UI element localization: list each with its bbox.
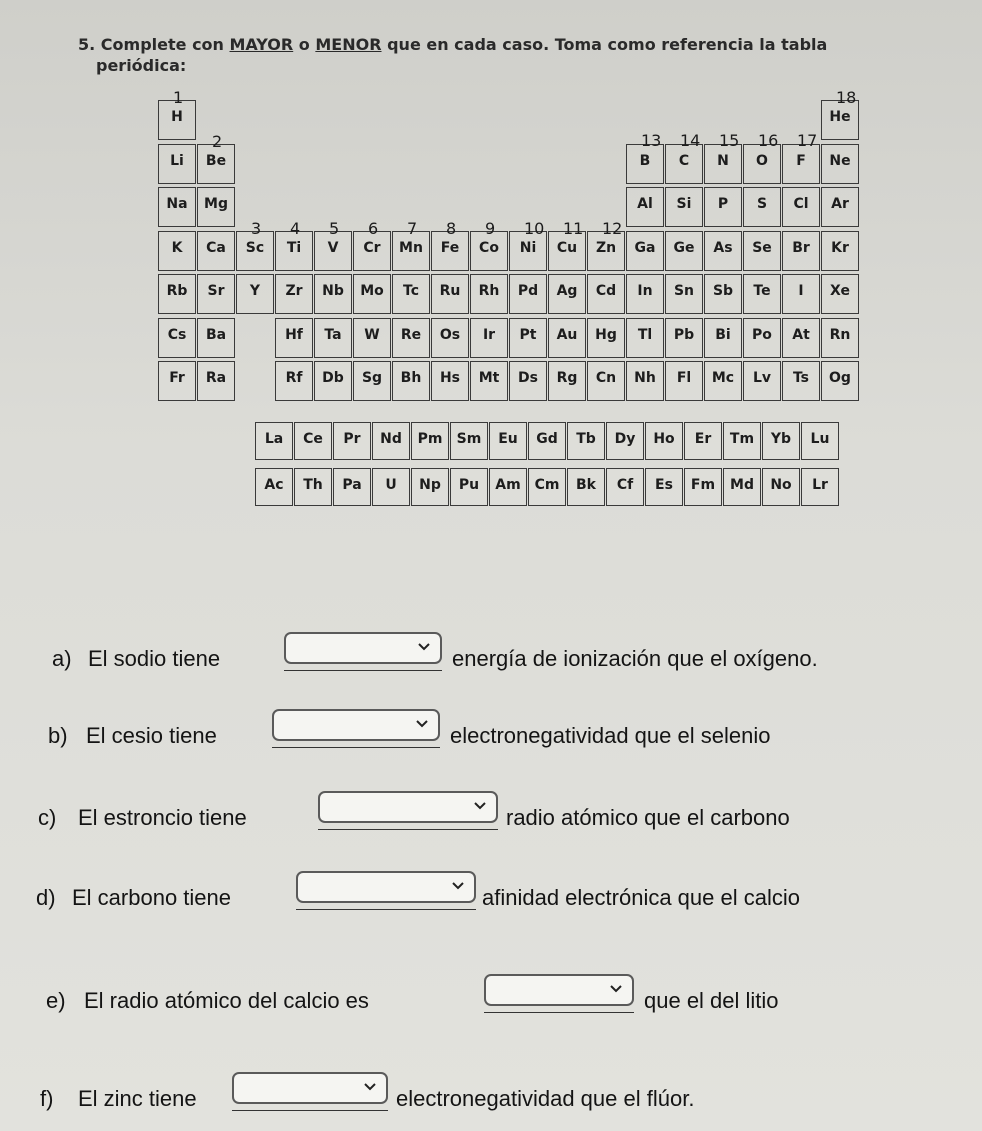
element-cell-s — [743, 187, 781, 227]
element-cell-nb — [314, 274, 352, 314]
element-symbol: Tl — [637, 326, 653, 343]
question-label: e) — [46, 988, 66, 1013]
element-cell-gd — [528, 422, 566, 460]
element-symbol: Hf — [285, 326, 303, 343]
element-cell-sr — [197, 274, 235, 314]
element-symbol: S — [756, 196, 768, 212]
element-symbol: C — [678, 152, 690, 169]
element-symbol: Li — [170, 152, 184, 169]
element-symbol: Ru — [439, 283, 461, 299]
element-symbol: Gd — [536, 431, 558, 447]
element-cell-tl — [626, 318, 664, 358]
element-cell-ca — [197, 231, 235, 271]
element-symbol: Lu — [810, 431, 830, 447]
element-cell-nh — [626, 361, 664, 401]
answer-dropdown[interactable] — [484, 974, 634, 1006]
periodic-table — [0, 0, 982, 560]
instructions-text: Complete con — [100, 35, 230, 54]
group-number: 3 — [251, 219, 262, 238]
element-symbol: Ni — [519, 239, 537, 256]
element-symbol: Mo — [360, 283, 384, 299]
chevron-down-icon — [452, 877, 464, 893]
element-cell-re — [392, 318, 430, 358]
question-text-after: electronegatividad que el flúor. — [396, 1086, 695, 1111]
element-cell-ge — [665, 231, 703, 271]
group-number: 15 — [719, 131, 740, 150]
group-number: 2 — [212, 132, 223, 151]
answer-dropdown[interactable] — [318, 791, 498, 823]
element-symbol: Cn — [595, 370, 617, 386]
question-text-before: El zinc tiene — [78, 1086, 197, 1111]
question-label: a) — [52, 646, 72, 671]
element-cell-ho — [645, 422, 683, 460]
question-row — [0, 1086, 982, 1118]
element-symbol: F — [796, 152, 806, 169]
answer-dropdown[interactable] — [284, 632, 442, 664]
word-menor: MENOR — [315, 35, 382, 54]
element-cell-ga — [626, 231, 664, 271]
element-cell-og — [821, 361, 859, 401]
element-cell-fr — [158, 361, 196, 401]
element-symbol: Sg — [361, 370, 383, 386]
element-cell-ce — [294, 422, 332, 460]
element-symbol: H — [171, 109, 183, 125]
element-cell-hs — [431, 361, 469, 401]
element-symbol: Au — [556, 326, 578, 343]
element-cell-pm — [411, 422, 449, 460]
question-text-after: que el del litio — [644, 988, 779, 1013]
element-symbol: Se — [752, 239, 772, 256]
group-number: 1 — [173, 88, 184, 107]
element-symbol: Eu — [498, 431, 518, 447]
element-symbol: At — [792, 326, 810, 343]
group-number: 6 — [368, 219, 379, 238]
element-cell-rh — [470, 274, 508, 314]
element-cell-ba — [197, 318, 235, 358]
element-symbol: Te — [753, 283, 771, 299]
group-number: 8 — [446, 219, 457, 238]
group-number: 7 — [407, 219, 418, 238]
element-symbol: V — [327, 239, 339, 256]
element-cell-lu — [801, 422, 839, 460]
element-cell-cf — [606, 468, 644, 506]
element-cell-sg — [353, 361, 391, 401]
element-symbol: Sr — [207, 283, 225, 299]
question-row — [0, 885, 982, 917]
element-symbol: Rn — [829, 326, 851, 343]
element-symbol: Ds — [518, 370, 538, 386]
element-cell-mo — [353, 274, 391, 314]
element-symbol: Th — [303, 477, 323, 493]
element-symbol: Y — [249, 283, 261, 299]
question-row — [0, 723, 982, 755]
answer-underline — [272, 747, 440, 748]
element-cell-br — [782, 231, 820, 271]
element-cell-bi — [704, 318, 742, 358]
element-cell-cl — [782, 187, 820, 227]
element-cell-ar — [821, 187, 859, 227]
element-symbol: Ra — [205, 370, 227, 386]
element-cell-eu — [489, 422, 527, 460]
element-symbol: Tc — [403, 283, 419, 299]
element-cell-nd — [372, 422, 410, 460]
element-symbol: Hs — [439, 370, 461, 386]
element-symbol: Ta — [324, 326, 342, 343]
element-cell-es — [645, 468, 683, 506]
element-cell-ts — [782, 361, 820, 401]
element-symbol: Ir — [482, 326, 496, 343]
group-number: 16 — [758, 131, 779, 150]
chevron-down-icon — [416, 715, 428, 731]
answer-dropdown[interactable] — [296, 871, 476, 903]
element-symbol: He — [829, 109, 851, 125]
element-symbol: Dy — [614, 431, 636, 447]
element-symbol: Bi — [715, 326, 731, 343]
element-cell-tm — [723, 422, 761, 460]
answer-underline — [284, 670, 442, 671]
element-cell-pr — [333, 422, 371, 460]
element-symbol: Fm — [690, 477, 716, 493]
chevron-down-icon — [364, 1078, 376, 1094]
question-text-before: El sodio tiene — [88, 646, 221, 671]
element-cell-cn — [587, 361, 625, 401]
element-symbol: W — [364, 326, 380, 343]
element-symbol: Cr — [363, 239, 381, 256]
element-symbol: Lr — [812, 477, 828, 493]
element-cell-os — [431, 318, 469, 358]
element-symbol: Ba — [205, 326, 227, 343]
element-symbol: Hg — [595, 326, 617, 343]
chevron-down-icon — [610, 980, 622, 996]
element-symbol: Er — [694, 431, 712, 447]
element-symbol: K — [171, 239, 183, 256]
element-cell-fl — [665, 361, 703, 401]
element-symbol: Rh — [478, 283, 500, 299]
element-symbol: Pa — [342, 477, 362, 493]
element-cell-er — [684, 422, 722, 460]
element-cell-cd — [587, 274, 625, 314]
question-text-after: radio atómico que el carbono — [506, 805, 790, 830]
element-symbol: In — [637, 283, 653, 299]
element-cell-mc — [704, 361, 742, 401]
element-symbol: Db — [322, 370, 344, 386]
element-symbol: Pb — [673, 326, 695, 343]
element-symbol: Ag — [556, 283, 578, 299]
element-cell-zr — [275, 274, 313, 314]
element-symbol: Og — [829, 370, 851, 386]
element-symbol: Lv — [752, 370, 772, 386]
element-symbol: Os — [439, 326, 461, 343]
element-symbol: Re — [400, 326, 422, 343]
element-symbol: B — [639, 152, 651, 169]
element-cell-lv — [743, 361, 781, 401]
answer-dropdown[interactable] — [272, 709, 440, 741]
element-symbol: As — [713, 239, 733, 256]
answer-underline — [232, 1110, 388, 1111]
element-cell-ru — [431, 274, 469, 314]
element-symbol: N — [717, 152, 729, 169]
element-symbol: Al — [637, 196, 653, 212]
element-symbol: Mc — [711, 370, 735, 386]
element-symbol: Tb — [576, 431, 596, 447]
element-cell-y — [236, 274, 274, 314]
element-cell-yb — [762, 422, 800, 460]
element-symbol: Ar — [831, 196, 849, 212]
element-symbol: Np — [419, 477, 441, 493]
group-number: 9 — [485, 219, 496, 238]
element-symbol: Fr — [169, 370, 185, 386]
group-number: 11 — [563, 219, 584, 238]
element-symbol: Yb — [770, 431, 792, 447]
element-symbol: Si — [676, 196, 692, 212]
element-symbol: Po — [752, 326, 772, 343]
element-cell-se — [743, 231, 781, 271]
instructions-text: que en cada caso. Toma como referencia la tabla — [381, 35, 828, 54]
element-symbol: P — [717, 196, 729, 212]
element-cell-np — [411, 468, 449, 506]
question-label: d) — [36, 885, 56, 910]
element-symbol: O — [756, 152, 768, 169]
element-symbol: Ne — [829, 152, 851, 169]
element-cell-au — [548, 318, 586, 358]
element-cell-sn — [665, 274, 703, 314]
element-cell-th — [294, 468, 332, 506]
element-cell-k — [158, 231, 196, 271]
element-symbol: Ga — [634, 239, 656, 256]
element-symbol: No — [770, 477, 792, 493]
group-number: 13 — [641, 131, 662, 150]
element-symbol: Na — [166, 196, 188, 212]
question-label: f) — [40, 1086, 54, 1111]
word-mayor: MAYOR — [229, 35, 294, 54]
element-cell-pu — [450, 468, 488, 506]
group-number: 10 — [524, 219, 545, 238]
element-symbol: Cs — [167, 326, 187, 343]
element-symbol: Bh — [400, 370, 422, 386]
element-symbol: Pt — [519, 326, 537, 343]
element-symbol: Ho — [653, 431, 675, 447]
question-text-before: El estroncio tiene — [78, 805, 247, 830]
group-number: 5 — [329, 219, 340, 238]
element-cell-in — [626, 274, 664, 314]
element-symbol: Ca — [206, 239, 226, 256]
element-cell-xe — [821, 274, 859, 314]
element-symbol: Es — [655, 477, 673, 493]
element-cell-am — [489, 468, 527, 506]
element-symbol: Fe — [440, 239, 460, 256]
element-symbol: Md — [730, 477, 754, 493]
element-symbol: Rb — [166, 283, 188, 299]
chevron-down-icon — [474, 797, 486, 813]
element-cell-u — [372, 468, 410, 506]
element-symbol: Be — [205, 152, 227, 169]
group-number: 12 — [602, 219, 623, 238]
question-label: b) — [48, 723, 68, 748]
element-symbol: Fl — [676, 370, 692, 386]
element-symbol: Sm — [456, 431, 482, 447]
element-cell-rf — [275, 361, 313, 401]
element-cell-bh — [392, 361, 430, 401]
element-cell-p — [704, 187, 742, 227]
element-cell-at — [782, 318, 820, 358]
element-symbol: La — [264, 431, 284, 447]
element-symbol: Mg — [204, 196, 228, 212]
element-symbol: Pm — [417, 431, 443, 447]
element-cell-ta — [314, 318, 352, 358]
group-number: 14 — [680, 131, 701, 150]
element-symbol: I — [798, 283, 804, 299]
element-cell-sb — [704, 274, 742, 314]
element-symbol: Zn — [595, 239, 617, 256]
element-cell-ne — [821, 144, 859, 184]
element-cell-te — [743, 274, 781, 314]
element-cell-w — [353, 318, 391, 358]
answer-underline — [318, 829, 498, 830]
element-cell-rg — [548, 361, 586, 401]
element-cell-po — [743, 318, 781, 358]
element-symbol: Cd — [595, 283, 617, 299]
element-cell-mg — [197, 187, 235, 227]
element-symbol: Kr — [831, 239, 849, 256]
element-cell-lr — [801, 468, 839, 506]
element-symbol: Sn — [673, 283, 695, 299]
chevron-down-icon — [418, 638, 430, 654]
question-text-before: El radio atómico del calcio es — [84, 988, 369, 1013]
element-cell-bk — [567, 468, 605, 506]
question-text-after: electronegatividad que el selenio — [450, 723, 771, 748]
element-symbol: Am — [495, 477, 521, 493]
element-symbol: Pd — [517, 283, 539, 299]
answer-underline — [296, 909, 476, 910]
element-symbol: Mt — [478, 370, 500, 386]
element-symbol: Mn — [399, 239, 423, 256]
element-cell-ir — [470, 318, 508, 358]
element-symbol: Tm — [729, 431, 755, 447]
element-symbol: Ti — [286, 239, 302, 256]
element-cell-si — [665, 187, 703, 227]
element-cell-al — [626, 187, 664, 227]
question-number: 5. — [78, 35, 96, 54]
element-cell-tc — [392, 274, 430, 314]
element-symbol: Rf — [285, 370, 303, 386]
element-symbol: Cl — [793, 196, 809, 212]
element-symbol: Cu — [556, 239, 578, 256]
element-symbol: Nh — [634, 370, 656, 386]
element-cell-li — [158, 144, 196, 184]
element-symbol: Zr — [285, 283, 303, 299]
answer-dropdown[interactable] — [232, 1072, 388, 1104]
element-cell-na — [158, 187, 196, 227]
element-cell-md — [723, 468, 761, 506]
element-symbol: Sb — [712, 283, 734, 299]
instructions-text: o — [293, 35, 316, 54]
element-symbol: U — [385, 477, 397, 493]
question-label: c) — [38, 805, 57, 830]
element-symbol: Ge — [673, 239, 695, 256]
element-cell-ac — [255, 468, 293, 506]
group-number: 18 — [836, 88, 857, 107]
element-symbol: Ce — [303, 431, 323, 447]
element-cell-rn — [821, 318, 859, 358]
element-cell-cm — [528, 468, 566, 506]
element-cell-rb — [158, 274, 196, 314]
element-symbol: Co — [479, 239, 499, 256]
question-text-after: energía de ionización que el oxígeno. — [452, 646, 818, 671]
element-cell-cs — [158, 318, 196, 358]
question-text-after: afinidad electrónica que el calcio — [482, 885, 800, 910]
question-row — [0, 805, 982, 837]
element-cell-hf — [275, 318, 313, 358]
element-cell-tb — [567, 422, 605, 460]
element-cell-ds — [509, 361, 547, 401]
question-text-before: El carbono tiene — [72, 885, 231, 910]
element-symbol: Br — [792, 239, 810, 256]
question-text-before: El cesio tiene — [86, 723, 217, 748]
element-symbol: Ts — [792, 370, 810, 386]
element-cell-no — [762, 468, 800, 506]
element-cell-ag — [548, 274, 586, 314]
element-cell-fm — [684, 468, 722, 506]
question-row — [0, 988, 982, 1020]
element-symbol: Cm — [534, 477, 560, 493]
element-symbol: Nd — [380, 431, 402, 447]
element-cell-i — [782, 274, 820, 314]
element-symbol: Nb — [322, 283, 344, 299]
element-symbol: Pu — [458, 477, 480, 493]
group-number: 17 — [797, 131, 818, 150]
element-cell-kr — [821, 231, 859, 271]
element-symbol: Pr — [343, 431, 361, 447]
answer-underline — [484, 1012, 634, 1013]
question-row — [0, 646, 982, 678]
element-cell-as — [704, 231, 742, 271]
element-cell-db — [314, 361, 352, 401]
element-cell-pt — [509, 318, 547, 358]
element-cell-pa — [333, 468, 371, 506]
element-symbol: Xe — [830, 283, 850, 299]
element-cell-dy — [606, 422, 644, 460]
element-symbol: Cf — [616, 477, 634, 493]
group-number: 4 — [290, 219, 301, 238]
element-cell-pd — [509, 274, 547, 314]
element-cell-sm — [450, 422, 488, 460]
element-cell-mt — [470, 361, 508, 401]
element-symbol: Bk — [576, 477, 596, 493]
element-symbol: Rg — [556, 370, 578, 386]
element-cell-hg — [587, 318, 625, 358]
element-symbol: Ac — [264, 477, 284, 493]
element-symbol: Sc — [245, 239, 265, 256]
element-cell-pb — [665, 318, 703, 358]
instructions-line2: periódica: — [96, 56, 187, 75]
element-cell-la — [255, 422, 293, 460]
element-cell-ra — [197, 361, 235, 401]
